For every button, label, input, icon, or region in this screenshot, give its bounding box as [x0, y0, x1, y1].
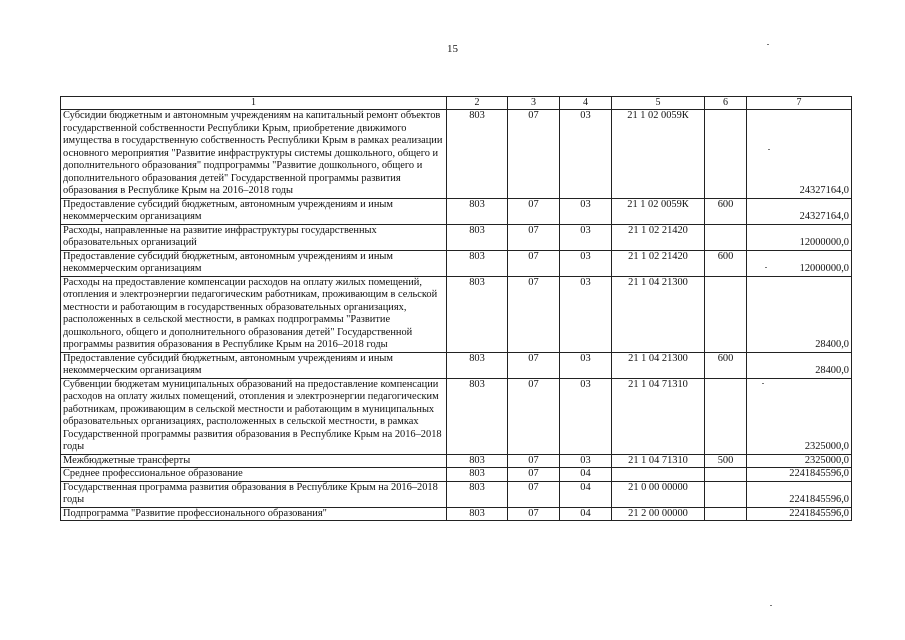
row-cell-3: 07 — [508, 507, 560, 521]
row-cell-3: 07 — [508, 481, 560, 507]
row-amount-cell: 12000000,0 — [747, 224, 852, 250]
row-cell-5: 21 1 02 0059К — [612, 198, 705, 224]
table-row — [61, 250, 852, 276]
table-header-row — [61, 97, 852, 110]
row-amount-cell: 2241845596,0 — [747, 481, 852, 507]
row-cell-6 — [705, 110, 747, 199]
row-cell-6 — [705, 481, 747, 507]
header-cell-7: 7 — [747, 97, 852, 110]
header-cell-4: 4 — [560, 97, 612, 110]
table-row — [61, 198, 852, 224]
row-cell-3: 07 — [508, 352, 560, 378]
row-cell-4: 04 — [560, 468, 612, 482]
row-cell-2: 803 — [447, 507, 508, 521]
row-cell-5: 21 1 04 21300 — [612, 276, 705, 352]
row-cell-5: 21 2 00 00000 — [612, 507, 705, 521]
row-cell-2: 803 — [447, 468, 508, 482]
budget-table — [60, 96, 852, 521]
row-cell-5 — [612, 468, 705, 482]
row-cell-6: 600 — [705, 250, 747, 276]
table-row — [61, 378, 852, 454]
table-row — [61, 352, 852, 378]
row-amount-cell: 2241845596,0 — [747, 468, 852, 482]
row-cell-5: 21 1 04 71310 — [612, 454, 705, 468]
row-cell-2: 803 — [447, 110, 508, 199]
row-cell-3: 07 — [508, 250, 560, 276]
row-cell-2: 803 — [447, 224, 508, 250]
row-amount-cell: 12000000,0 — [747, 250, 852, 276]
scan-speck — [770, 605, 772, 606]
table-row — [61, 507, 852, 521]
row-cell-6: 600 — [705, 352, 747, 378]
row-cell-5: 21 1 02 0059К — [612, 110, 705, 199]
row-cell-4: 03 — [560, 198, 612, 224]
table-row — [61, 276, 852, 352]
scan-speck — [765, 267, 767, 268]
row-amount-cell: 28400,0 — [747, 352, 852, 378]
row-cell-5: 21 1 04 21300 — [612, 352, 705, 378]
row-cell-2: 803 — [447, 378, 508, 454]
row-cell-5: 21 1 02 21420 — [612, 224, 705, 250]
row-cell-6 — [705, 276, 747, 352]
row-cell-4: 03 — [560, 110, 612, 199]
row-cell-3: 07 — [508, 454, 560, 468]
row-cell-6 — [705, 224, 747, 250]
row-cell-4: 03 — [560, 454, 612, 468]
row-amount-cell: 2325000,0 — [747, 378, 852, 454]
row-name-cell: Государственная программа развития образования в Республике Крым на 2016–2018 годы — [61, 481, 447, 507]
row-cell-4: 04 — [560, 481, 612, 507]
row-cell-4: 03 — [560, 224, 612, 250]
row-cell-6: 600 — [705, 198, 747, 224]
row-cell-4: 04 — [560, 507, 612, 521]
row-amount-cell: 2241845596,0 — [747, 507, 852, 521]
row-name-cell: Предоставление субсидий бюджетным, автономным учреждениям и иным некоммерческим организациям — [61, 250, 447, 276]
row-cell-3: 07 — [508, 224, 560, 250]
header-cell-6: 6 — [705, 97, 747, 110]
row-cell-4: 03 — [560, 276, 612, 352]
header-cell-2: 2 — [447, 97, 508, 110]
row-cell-6: 500 — [705, 454, 747, 468]
row-cell-5: 21 1 02 21420 — [612, 250, 705, 276]
row-cell-4: 03 — [560, 378, 612, 454]
row-name-cell: Расходы, направленные на развитие инфраструктуры государственных образовательных организаций — [61, 224, 447, 250]
row-amount-cell: 28400,0 — [747, 276, 852, 352]
header-cell-1: 1 — [61, 97, 447, 110]
table-row — [61, 481, 852, 507]
row-name-cell: Межбюджетные трансферты — [61, 454, 447, 468]
row-cell-2: 803 — [447, 481, 508, 507]
scan-speck — [762, 383, 764, 384]
row-cell-2: 803 — [447, 198, 508, 224]
row-name-cell: Подпрограмма "Развитие профессионального образования" — [61, 507, 447, 521]
row-cell-5: 21 0 00 00000 — [612, 481, 705, 507]
scan-speck — [768, 149, 770, 150]
budget-table-body — [61, 97, 852, 521]
row-cell-2: 803 — [447, 276, 508, 352]
row-cell-2: 803 — [447, 250, 508, 276]
row-cell-3: 07 — [508, 198, 560, 224]
row-cell-3: 07 — [508, 468, 560, 482]
row-cell-3: 07 — [508, 378, 560, 454]
row-cell-6 — [705, 507, 747, 521]
row-cell-6 — [705, 468, 747, 482]
row-name-cell: Предоставление субсидий бюджетным, автономным учреждениям и иным некоммерческим организациям — [61, 352, 447, 378]
row-name-cell: Субвенции бюджетам муниципальных образований на предоставление компенсации расходов на оплату жилых помещений, отопления и электроэнергии педагогическим работникам, проживающим в сельской местности и работающим в муниципальных образовательных организациях, расположенных в сельской местности, в рамках Государственной программы развития образования в Республике Крым на 2016–2018 годы — [61, 378, 447, 454]
table-row — [61, 468, 852, 482]
row-cell-4: 03 — [560, 250, 612, 276]
table-row — [61, 224, 852, 250]
row-cell-4: 03 — [560, 352, 612, 378]
row-cell-3: 07 — [508, 110, 560, 199]
scan-speck — [767, 44, 769, 45]
row-amount-cell: 24327164,0 — [747, 110, 852, 199]
page-number: 15 — [447, 43, 458, 55]
row-name-cell: Предоставление субсидий бюджетным, автономным учреждениям и иным некоммерческим организациям — [61, 198, 447, 224]
row-cell-6 — [705, 378, 747, 454]
row-name-cell: Расходы на предоставление компенсации расходов на оплату жилых помещений, отопления и электроэнергии педагогическим работникам, проживающим в сельской местности и работающим в государственных образовательных организациях, расположенных в сельской местности, в рамках подпрограммы "Развитие дошкольного, общего и дополнительного образования детей" Государственной программы развития образования в Республике Крым на 2016–2018 годы — [61, 276, 447, 352]
row-name-cell: Среднее профессиональное образование — [61, 468, 447, 482]
header-cell-3: 3 — [508, 97, 560, 110]
row-amount-cell: 24327164,0 — [747, 198, 852, 224]
header-cell-5: 5 — [612, 97, 705, 110]
table-row — [61, 454, 852, 468]
row-cell-5: 21 1 04 71310 — [612, 378, 705, 454]
row-amount-cell: 2325000,0 — [747, 454, 852, 468]
row-name-cell: Субсидии бюджетным и автономным учреждениям на капитальный ремонт объектов государственной собственности Республики Крым, приобретение движимого имущества в государственную собственность Республики Крым в рамках реализации основного мероприятия "Развитие инфраструктуры системы дошкольного, общего и дополнительного образования" подпрограммы "Развитие дошкольного, общего и дополнительного образования детей" Государственной программы развития образования в Республике Крым на 2016–2018 годы — [61, 110, 447, 199]
row-cell-2: 803 — [447, 352, 508, 378]
table-row — [61, 110, 852, 199]
row-cell-2: 803 — [447, 454, 508, 468]
row-cell-3: 07 — [508, 276, 560, 352]
